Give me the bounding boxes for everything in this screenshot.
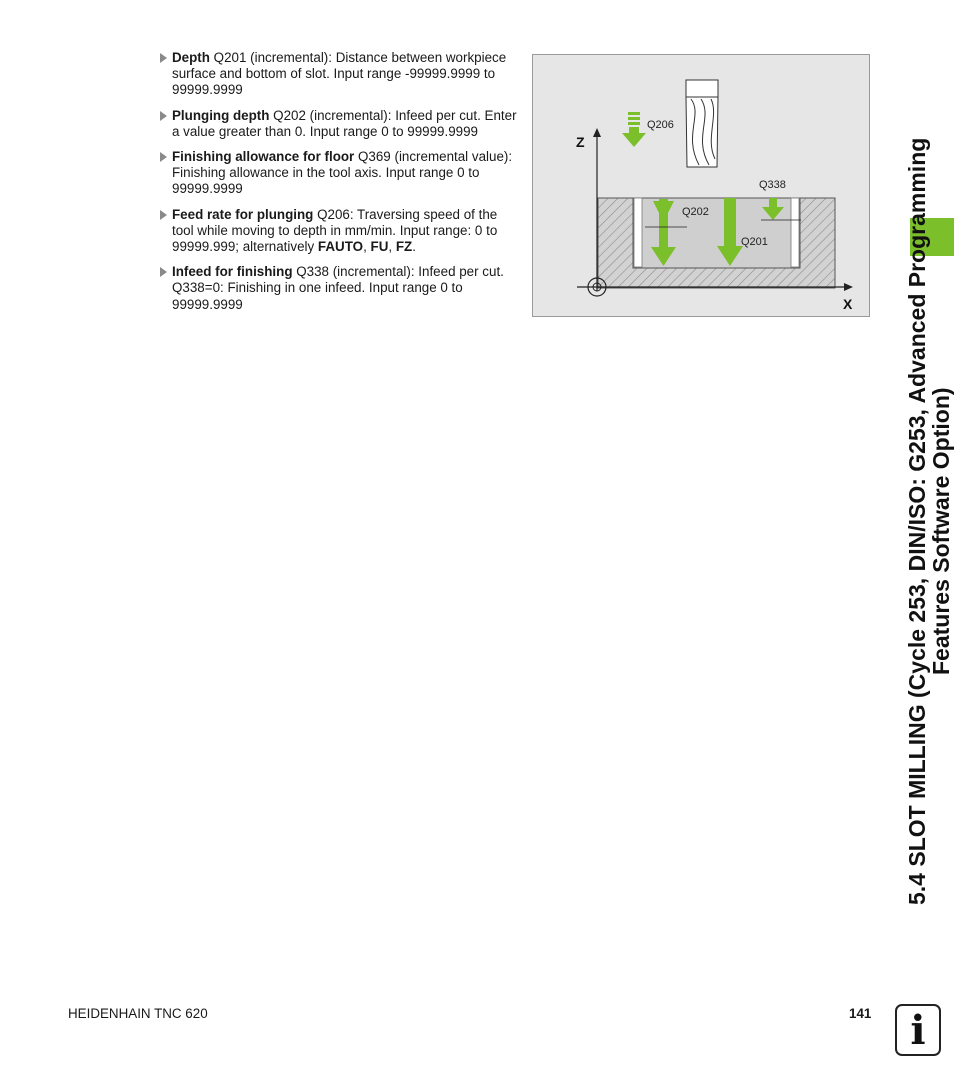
bullet-triangle-icon xyxy=(160,267,167,277)
param-desc: Q202 (incremental): Infeed per cut. Enter a value greater than 0. Input range 0 to 99999.9999 xyxy=(172,107,517,139)
allowance-left xyxy=(634,198,642,267)
option-fauto: FAUTO xyxy=(317,239,364,255)
info-icon-glyph: i xyxy=(910,1007,926,1054)
axis-x-label: X xyxy=(843,296,853,312)
label-q338: Q338 xyxy=(759,179,786,191)
info-icon xyxy=(895,1004,941,1056)
param-depth xyxy=(158,50,518,99)
label-q202: Q202 xyxy=(682,206,709,218)
bullet-triangle-icon xyxy=(160,111,167,121)
bullet-triangle-icon xyxy=(160,53,167,63)
param-desc: Q338 (incremental): Infeed per cut. Q338=0: Finishing in one infeed. Input range 0 to 99999.9999 xyxy=(172,264,504,312)
param-infeed-finishing xyxy=(158,264,518,313)
param-name: Plunging depth xyxy=(172,107,270,123)
param-plunging-depth xyxy=(158,108,518,140)
param-feed-rate-plunging xyxy=(158,207,518,256)
chapter-title-line1: 5.4 SLOT MILLING (Cycle 253, DIN/ISO: G253, Advanced Programming xyxy=(904,137,930,905)
label-q206: Q206 xyxy=(647,119,674,131)
allowance-right xyxy=(791,198,799,267)
x-axis-arrow xyxy=(844,283,853,291)
param-name: Feed rate for plunging xyxy=(172,206,314,222)
parameter-list xyxy=(158,50,518,322)
label-q201: Q201 xyxy=(741,236,768,248)
bullet-triangle-icon xyxy=(160,152,167,162)
param-desc: Q201 (incremental): Distance between workpiece surface and bottom of slot. Input range -99999.9999 to 99999.9999 xyxy=(172,50,507,98)
param-name: Depth xyxy=(172,50,210,65)
param-desc: Q206: Traversing speed of the tool while moving to depth in mm/min. Input range: 0 to 99999.999; alternatively xyxy=(172,206,498,255)
param-name: Finishing allowance for floor xyxy=(172,149,355,165)
page-number: 141 xyxy=(849,1006,872,1021)
end-mill-tool xyxy=(686,80,718,167)
option-fu: FU xyxy=(370,239,389,255)
param-desc: Q369 (incremental value): Finishing allowance in the tool axis. Input range 0 to 99999.9999 xyxy=(172,149,513,197)
option-fz: FZ xyxy=(395,239,413,255)
bullet-triangle-icon xyxy=(160,210,167,220)
feed-arrow-q206 xyxy=(622,112,646,147)
chapter-title-vertical xyxy=(905,138,953,905)
axis-z-label: Z xyxy=(576,134,585,150)
footer-product: HEIDENHAIN TNC 620 xyxy=(68,1006,208,1021)
diagram-svg xyxy=(533,55,869,316)
sentence-end: . xyxy=(412,239,416,255)
z-axis-arrow xyxy=(593,128,601,137)
param-name: Infeed for finishing xyxy=(172,264,293,280)
slot-milling-diagram xyxy=(532,54,870,317)
separator: , xyxy=(388,239,396,255)
separator: , xyxy=(363,239,371,255)
param-finishing-allowance-floor xyxy=(158,149,518,198)
chapter-title-line2: Features Software Option) xyxy=(928,387,954,675)
